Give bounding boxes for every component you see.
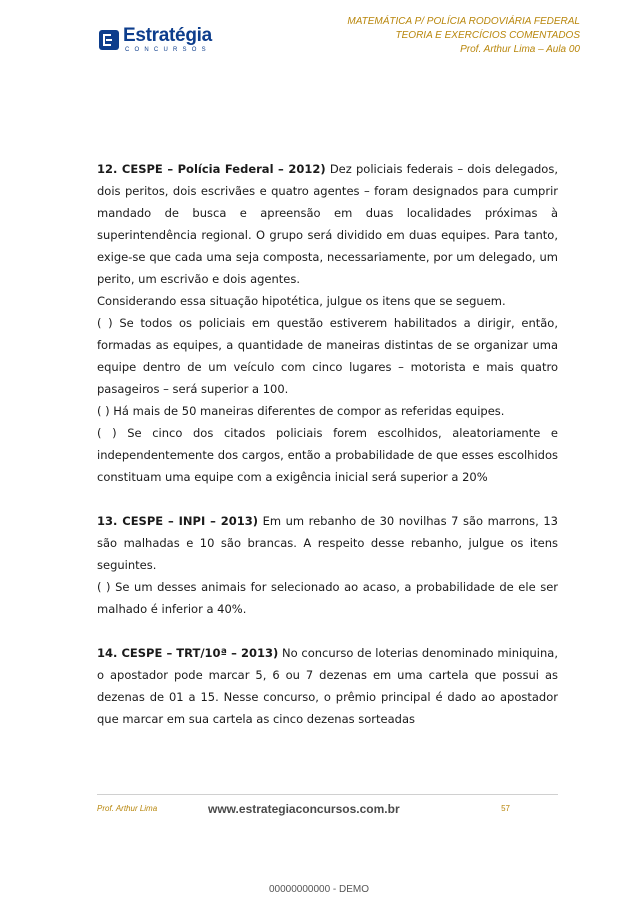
question-13-item-1: ( ) Se um desses animais for selecionado ao acaso, a probabilidade de ele ser malhado é inferior a 40%. <box>97 580 558 616</box>
question-13 <box>97 510 558 576</box>
question-13-title: 13. CESPE – INPI – 2013) <box>97 514 259 528</box>
question-12-text: Dez policiais federais – dois delegados, dois peritos, dois escrivães e quatro agentes – foram designados para cumprir mandado de busca e apreensão em duas localidades próximas à superintendência regional. O grupo será dividido em duas equipes. Para tanto, exige-se que cada uma seja composta, necessariamente, por um delegado, um perito, um escrivão e dois agentes. <box>97 162 558 286</box>
logo-name: Estratégia <box>123 25 212 46</box>
header-lesson: Prof. Arthur Lima – Aula 00 <box>460 44 580 55</box>
question-12-title: 12. CESPE – Polícia Federal – 2012) <box>97 162 326 176</box>
demo-watermark: 00000000000 - DEMO <box>268 884 370 895</box>
page-footer <box>97 802 558 818</box>
page-number: 57 <box>501 804 510 813</box>
question-14-text: No concurso de loterias denominado miniquina, o apostador pode marcar 5, 6 ou 7 dezenas em uma cartela que possui as dezenas de 01 a 15. Nesse concurso, o prêmio principal é dado ao apostador que marcar em sua cartela as cinco dezenas sorteadas <box>97 646 558 726</box>
question-14-title: 14. CESPE – TRT/10ª – 2013) <box>97 646 279 660</box>
header-course-title: MATEMÁTICA P/ POLÍCIA RODOVIÁRIA FEDERAL <box>347 16 580 27</box>
document-body <box>97 158 558 730</box>
footer-author: Prof. Arthur Lima <box>97 804 158 813</box>
logo <box>99 26 212 53</box>
footer-divider <box>97 794 558 795</box>
question-12 <box>97 158 558 290</box>
page-header <box>347 15 580 57</box>
question-12-item-1: ( ) Se todos os policiais em questão estiverem habilitados a dirigir, então, formadas as equipes, a quantidade de maneiras distintas de se organizar uma equipe dentro de um veículo com cinco lugares – motorista e mais quatro pasageiros – será superior a 100. <box>97 316 558 396</box>
logo-subtitle: CONCURSOS <box>125 47 211 53</box>
header-course-subtitle: TEORIA E EXERCÍCIOS COMENTADOS <box>395 30 580 41</box>
question-12-item-3: ( ) Se cinco dos citados policiais forem escolhidos, aleatoriamente e independentemente dos cargos, então a probabilidade de que esses escolhidos constituam uma equipe com a exigência inicial será superior a 20% <box>97 426 558 484</box>
question-14 <box>97 642 558 730</box>
footer-url[interactable]: www.estrategiaconcursos.com.br <box>208 802 400 816</box>
question-12-intro: Considerando essa situação hipotética, julgue os itens que se seguem. <box>97 294 506 308</box>
question-13-text: Em um rebanho de 30 novilhas 7 são marrons, 13 são malhadas e 10 são brancas. A respeito desse rebanho, julgue os itens seguintes. <box>97 514 558 572</box>
logo-icon <box>99 30 119 50</box>
question-12-item-2: ( ) Há mais de 50 maneiras diferentes de compor as referidas equipes. <box>97 404 505 418</box>
